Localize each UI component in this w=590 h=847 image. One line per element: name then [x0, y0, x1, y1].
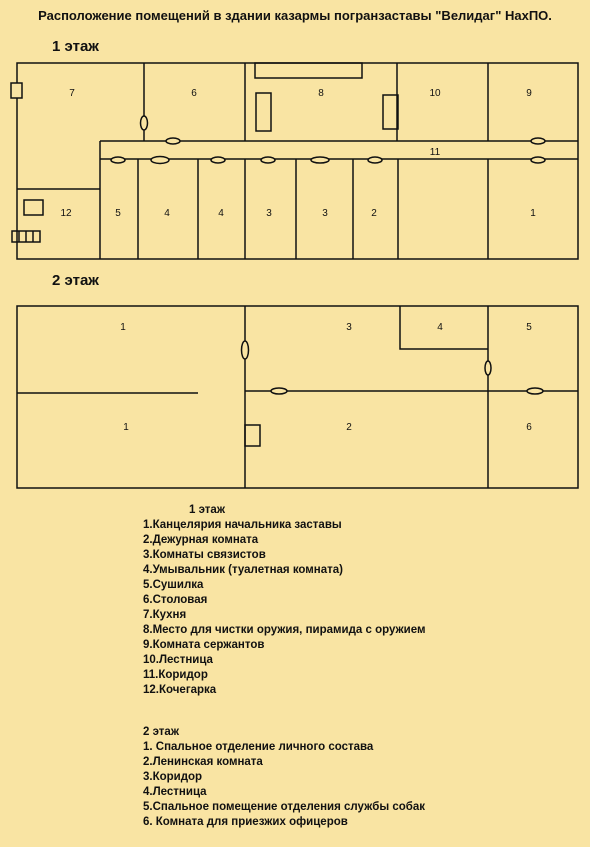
legend-heading: 2 этаж — [143, 726, 179, 738]
fixture — [383, 95, 398, 129]
legend-item: 1.Канцелярия начальника заставы — [143, 519, 342, 531]
legend-item: 6.Столовая — [143, 594, 208, 606]
door — [151, 157, 169, 164]
door — [271, 388, 287, 394]
legend-item: 11.Коридор — [143, 669, 208, 681]
door — [242, 341, 249, 359]
legend-item: 3.Комнаты связистов — [143, 549, 266, 561]
fixture — [11, 83, 22, 98]
wall — [400, 306, 488, 349]
room-number: 6 — [191, 88, 197, 99]
legend-item: 10.Лестница — [143, 654, 213, 666]
floor1-label: 1 этаж — [52, 38, 99, 55]
door — [311, 157, 329, 163]
room-number: 7 — [69, 88, 75, 99]
room-number: 1 — [530, 208, 536, 219]
room-number: 4 — [437, 322, 443, 333]
room-number: 3 — [346, 322, 352, 333]
door — [211, 157, 225, 163]
floor1-plan — [11, 63, 578, 259]
legend-item: 5.Сушилка — [143, 579, 204, 591]
legend-item: 2.Ленинская комната — [143, 756, 263, 768]
legend-item: 1. Спальное отделение личного состава — [143, 741, 374, 753]
door — [531, 157, 545, 163]
legend-item: 6. Комната для приезжих офицеров — [143, 816, 348, 828]
legend-item: 4.Лестница — [143, 786, 207, 798]
door — [141, 116, 148, 130]
legend-floor2 — [143, 725, 425, 830]
door — [111, 157, 125, 163]
floor2-plan — [17, 306, 578, 488]
legend-item: 8.Место для чистки оружия, пирамида с оружием — [143, 624, 426, 636]
door — [485, 361, 491, 375]
room-number: 3 — [322, 208, 328, 219]
legend-item: 12.Кочегарка — [143, 684, 217, 696]
room-number: 5 — [526, 322, 532, 333]
door — [368, 157, 382, 163]
room-number: 5 — [115, 208, 121, 219]
room-number: 3 — [266, 208, 272, 219]
room-number: 2 — [346, 422, 352, 433]
door — [531, 138, 545, 144]
room-number: 1 — [120, 322, 126, 333]
door — [261, 157, 275, 163]
legend-heading: 1 этаж — [189, 504, 225, 516]
room-number: 6 — [526, 422, 532, 433]
room-number: 9 — [526, 88, 532, 99]
room-number: 4 — [218, 208, 224, 219]
room-number: 2 — [371, 208, 377, 219]
page-title: Расположение помещений в здании казармы погранзаставы "Велидаг" НахПО. — [38, 8, 552, 23]
fixture — [245, 425, 260, 446]
door — [527, 388, 543, 394]
legend-item: 9.Комната сержантов — [143, 639, 265, 651]
room-number: 4 — [164, 208, 170, 219]
legend-item: 4.Умывальник (туалетная комната) — [143, 564, 344, 576]
legend-item: 7.Кухня — [143, 609, 187, 621]
floor2-outline — [17, 306, 578, 488]
door — [166, 138, 180, 144]
floor2-label: 2 этаж — [52, 272, 99, 289]
room-number: 12 — [60, 208, 72, 219]
fixture — [256, 93, 271, 131]
floor1-outline — [17, 63, 578, 259]
legend-item: 3.Коридор — [143, 771, 203, 783]
room-number: 10 — [429, 88, 441, 99]
room-number: 8 — [318, 88, 324, 99]
legend-item: 2.Дежурная комната — [143, 534, 259, 546]
fixture — [255, 63, 362, 78]
legend-item: 5.Спальное помещение отделения службы собак — [143, 801, 426, 813]
fixture — [24, 200, 43, 215]
room-number: 1 — [123, 422, 129, 433]
legend-floor1 — [143, 503, 425, 698]
room-number: 11 — [429, 147, 441, 158]
